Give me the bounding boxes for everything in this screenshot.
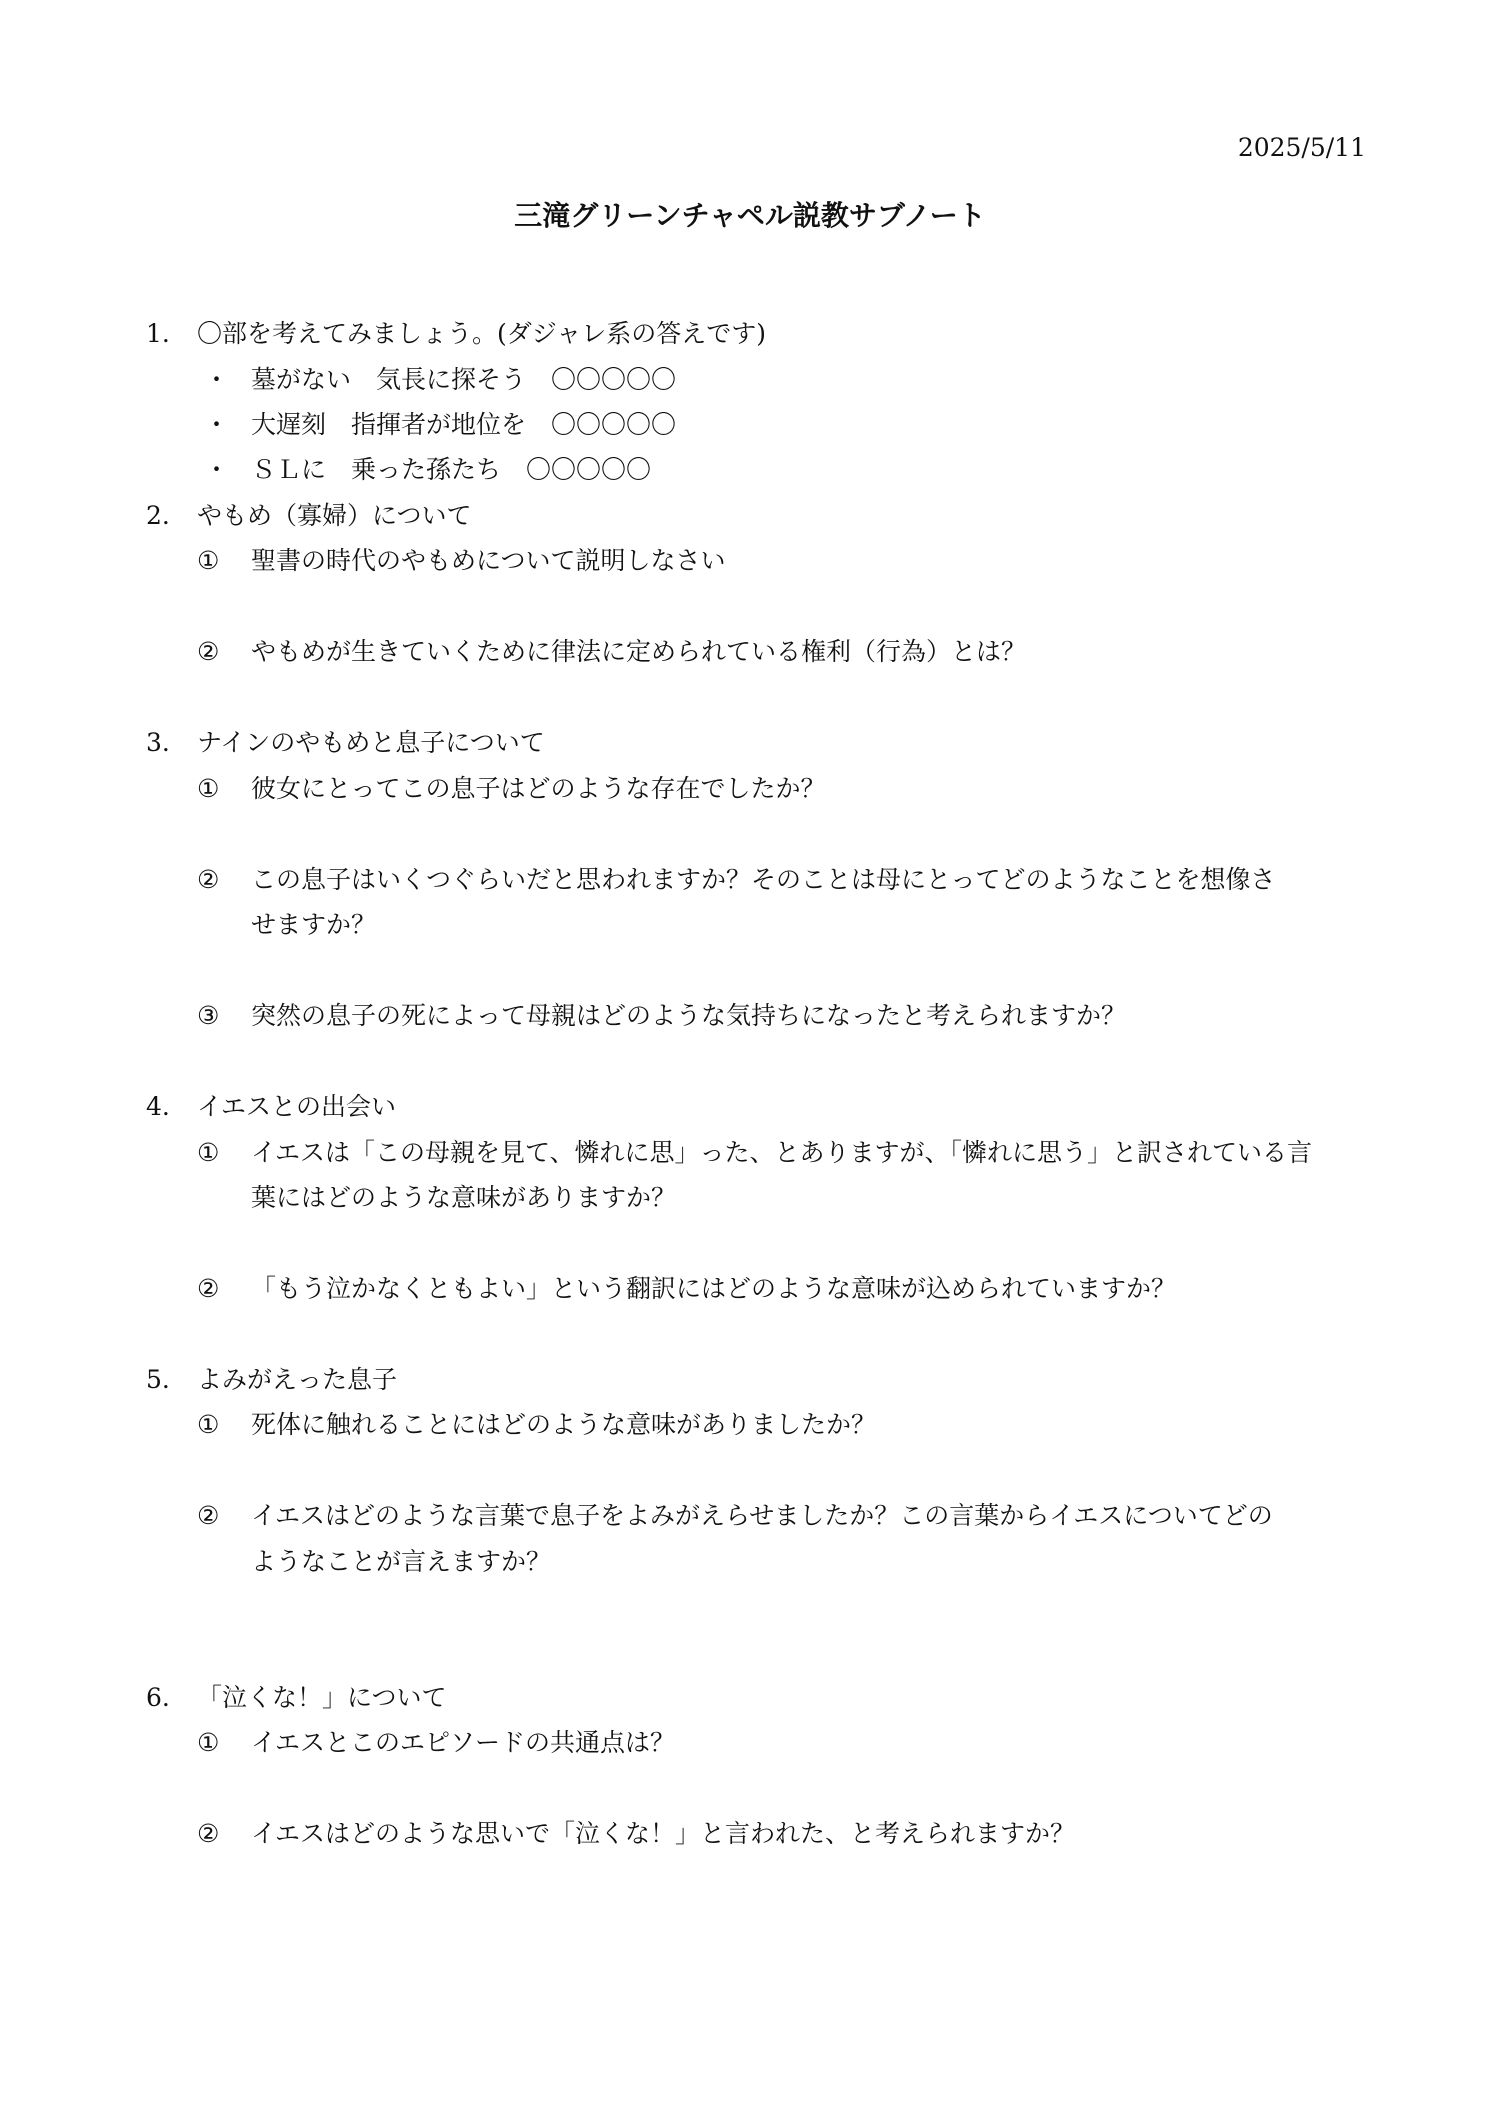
bullet-mark: ・ — [204, 410, 230, 439]
section-title: よみがえった息子 — [197, 1365, 398, 1394]
item-number: ② — [197, 1819, 220, 1848]
bullet-mark: ・ — [204, 365, 230, 394]
section-title: ナインのやもめと息子について — [197, 728, 545, 757]
section-title: 〇部を考えてみましょう。(ダジャレ系の答えです) — [197, 319, 767, 348]
item-text-continued: 葉にはどのような意味がありますか？ — [251, 1183, 677, 1212]
item-number: ① — [197, 1138, 220, 1167]
section-number: 5. — [146, 1365, 170, 1394]
section-title: イエスとの出会い — [197, 1092, 397, 1121]
bullet-text: ＳＬに 乗った孫たち 〇〇〇〇〇 — [251, 455, 652, 484]
section-title: 「泣くな！」について — [197, 1683, 447, 1712]
item-text: やもめが生きていくために律法に定められている権利（行為）とは？ — [251, 637, 1027, 666]
item-number: ② — [197, 865, 220, 894]
item-number: ② — [197, 1274, 220, 1303]
bullet-text: 大遅刻 指揮者が地位を 〇〇〇〇〇 — [251, 410, 677, 439]
section-number: 2. — [146, 501, 170, 530]
item-text: 聖書の時代のやもめについて説明しなさい — [251, 546, 726, 575]
item-text: イエスとこのエピソードの共通点は？ — [251, 1728, 676, 1757]
item-text: 彼女にとってこの息子はどのような存在でしたか？ — [251, 774, 826, 803]
section-number: 1. — [146, 319, 170, 348]
section-number: 6. — [146, 1683, 170, 1712]
bullet-mark: ・ — [204, 455, 230, 484]
section-title: やもめ（寡婦）について — [197, 501, 472, 530]
item-text-continued: せますか？ — [251, 910, 377, 939]
item-number: ① — [197, 1410, 220, 1439]
section-number: 4. — [146, 1092, 170, 1121]
item-number: ① — [197, 1728, 220, 1757]
document-title: 三滝グリーンチャペル説教サブノート — [514, 199, 986, 232]
item-number: ② — [197, 637, 220, 666]
bullet-text: 墓がない 気長に探そう 〇〇〇〇〇 — [251, 365, 677, 394]
item-number: ② — [197, 1501, 220, 1530]
item-number: ① — [197, 774, 220, 803]
item-text: 「もう泣かなくともよい」という翻訳にはどのような意味が込められていますか？ — [251, 1274, 1177, 1303]
item-number: ① — [197, 546, 220, 575]
item-text: イエスはどのような思いで「泣くな！」と言われた、と考えられますか？ — [251, 1819, 1076, 1848]
item-text: イエスは「この母親を見て、憐れに思」った、とありますが、「憐れに思う」と訳されている言 — [251, 1138, 1313, 1167]
section-number: 3. — [146, 728, 170, 757]
item-text: この息子はいくつぐらいだと思われますか？そのことは母にとってどのようなことを想像さ — [251, 865, 1276, 894]
item-text: 突然の息子の死によって母親はどのような気持ちになったと考えられますか？ — [251, 1001, 1127, 1030]
item-number: ③ — [197, 1001, 220, 1030]
item-text: イエスはどのような言葉で息子をよみがえらせましたか？この言葉からイエスについてどの — [251, 1501, 1273, 1530]
item-text: 死体に触れることにはどのような意味がありましたか？ — [251, 1410, 877, 1439]
item-text-continued: ようなことが言えますか？ — [251, 1547, 552, 1576]
document-date: 2025/5/11 — [1237, 133, 1366, 162]
